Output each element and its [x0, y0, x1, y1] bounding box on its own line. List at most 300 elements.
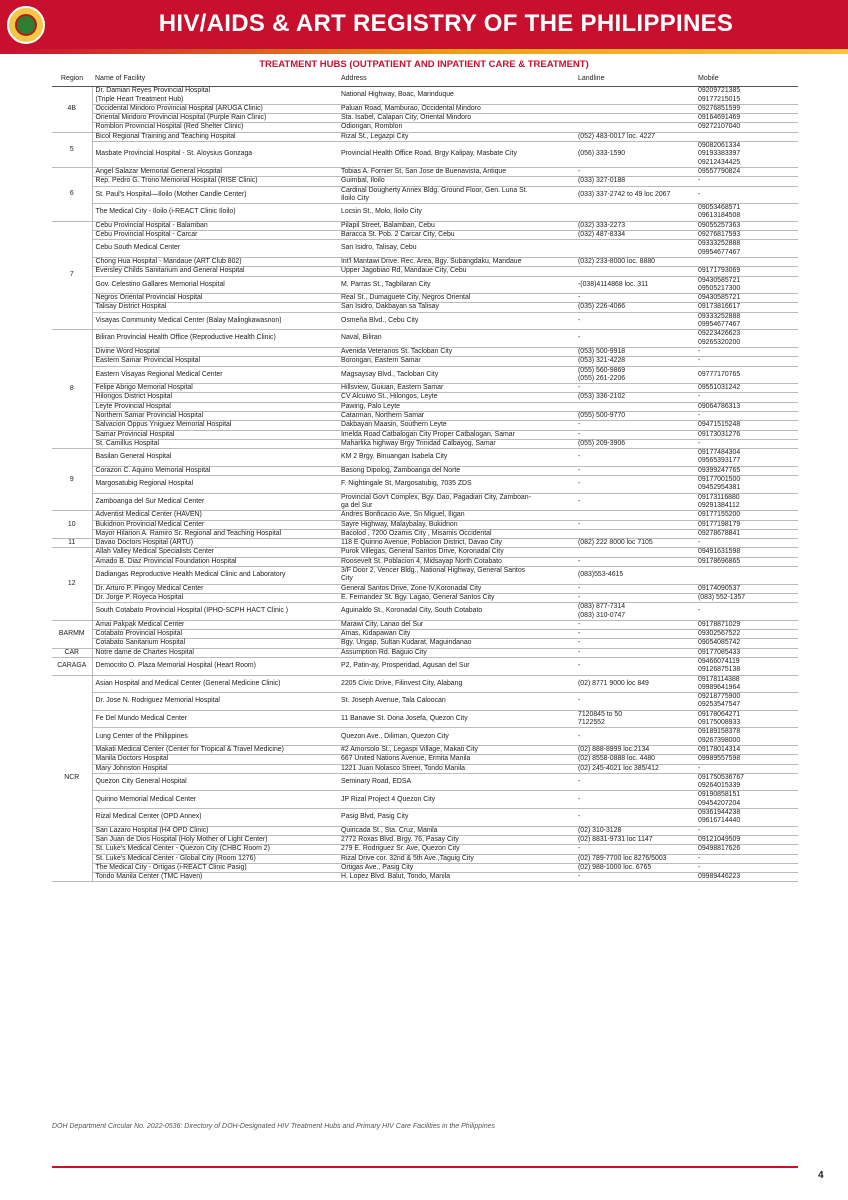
name-cell: St. Luke's Medical Center - Quezon City (CHBC Room 2) [92, 845, 338, 854]
address-cell: Basong Dipolog, Zamboanga del Norte [338, 466, 575, 475]
name-cell: Visayas Community Medical Center (Balay Malingkawasnon) [92, 312, 338, 330]
table-row [52, 276, 798, 294]
table-row [52, 826, 798, 835]
mobile-cell: - [695, 826, 798, 835]
header-stripe [0, 49, 848, 54]
table-row [52, 835, 798, 844]
mobile-cell: - [695, 393, 798, 402]
landline-cell: - [575, 557, 695, 566]
landline-cell [575, 267, 695, 276]
table-row [52, 231, 798, 240]
address-cell: Naval, Biliran [338, 330, 575, 348]
page-header [0, 0, 848, 52]
address-cell: General Santos Drive, Zone IV,Koronadal City [338, 584, 575, 593]
table-row [52, 204, 798, 222]
name-cell: Quirino Memorial Medical Center [92, 791, 338, 809]
landline-cell: (082) 222 8000 loc 7105 [575, 539, 695, 548]
table-row [52, 186, 798, 204]
mobile-cell: 09082061334 09193383397 09212434425 [695, 142, 798, 168]
address-cell: Amas, Kidapawan City [338, 630, 575, 639]
table-row [52, 620, 798, 629]
table-row [52, 347, 798, 356]
mobile-cell: 09178696865 [695, 557, 798, 566]
mobile-cell: 09171793069 [695, 267, 798, 276]
table-row [52, 675, 798, 693]
name-cell: Amado B. Diaz Provincial Foundation Hospital [92, 557, 338, 566]
mobile-cell: - [695, 603, 798, 621]
address-cell: 11 Banawe St. Dona Josefa, Quezon City [338, 710, 575, 728]
address-cell: Bacolod , 7200 Ozamis City , Misamis Occidental [338, 529, 575, 538]
region-cell: 12 [52, 548, 92, 620]
landline-cell: (033) 337-2742 to 49 loc 2067 [575, 186, 695, 204]
mobile-cell: - [695, 411, 798, 420]
mobile-cell: 09361944238 09616714440 [695, 809, 798, 827]
region-cell: 7 [52, 221, 92, 330]
landline-cell: - [575, 630, 695, 639]
name-cell: Cebu South Medical Center [92, 240, 338, 258]
landline-cell: - [575, 167, 695, 176]
table-row [52, 104, 798, 113]
landline-cell: (052) 483-0017 loc. 4227 [575, 132, 695, 141]
mobile-cell: 09471515248 [695, 421, 798, 430]
name-cell: Gov. Celestino Gallares Memorial Hospital [92, 276, 338, 294]
mobile-cell: 09189158378 09267398000 [695, 728, 798, 746]
address-cell: Assumption Rd. Baguio City [338, 648, 575, 657]
table-row [52, 548, 798, 557]
name-cell: Democrito O. Plaza Memorial Hospital (Heart Room) [92, 658, 338, 676]
address-cell: Pasig Blvd, Pasig City [338, 809, 575, 827]
name-cell: South Cotabato Provincial Hospital (IPHO-SCPH HACT Clinic ) [92, 603, 338, 621]
address-cell: Dakbayan Maasin, Southern Leyte [338, 421, 575, 430]
landline-cell: (02) 8831-9731 loc 1147 [575, 835, 695, 844]
landline-cell: (032) 333-2273 [575, 221, 695, 230]
mobile-cell: 09173031276 [695, 430, 798, 439]
landline-cell: (055) 500-9770 [575, 411, 695, 420]
name-cell: Bicol Regional Training and Teaching Hospital [92, 132, 338, 141]
table-row [52, 167, 798, 176]
mobile-cell: 09276817593 [695, 231, 798, 240]
landline-cell: - [575, 648, 695, 657]
name-cell: Rizal Medical Center (OPD Annex) [92, 809, 338, 827]
landline-cell [575, 402, 695, 411]
address-cell: Upper Jagobiao Rd, Mandaue City, Cebu [338, 267, 575, 276]
name-cell: Mayor Hilarion A. Ramiro Sr. Regional and Teaching Hospital [92, 529, 338, 538]
column-header-name: Name of Facility [92, 73, 338, 87]
address-cell: Cardinal Dougherty Annex Bldg. Ground Floor, Gen. Luna St. Iloilo City [338, 186, 575, 204]
mobile-cell: - [695, 177, 798, 186]
name-cell: St. Paul's Hospital—Iloilo (Mother Candle Center) [92, 186, 338, 204]
address-cell: Sayre Highway, Malaybalay, Bukidnon [338, 520, 575, 529]
region-cell: 5 [52, 132, 92, 167]
mobile-cell: 09557790824 [695, 167, 798, 176]
mobile-cell: 09173116880 09291384112 [695, 493, 798, 511]
table-row [52, 142, 798, 168]
page-number: 4 [818, 1170, 824, 1181]
table-row [52, 449, 798, 467]
name-cell: Dr. Jorge P. Royeca Hospital [92, 593, 338, 602]
landline-cell: (033) 327-0188 [575, 177, 695, 186]
table-row [52, 710, 798, 728]
name-cell: Adventist Medical Center (HAVEN) [92, 511, 338, 520]
mobile-cell: 09430585721 [695, 294, 798, 303]
landline-cell: - [575, 476, 695, 494]
table-row [52, 658, 798, 676]
table-row [52, 603, 798, 621]
table-row [52, 114, 798, 123]
address-cell: Borongan, Eastern Samar [338, 357, 575, 366]
table-row [52, 221, 798, 230]
mobile-cell: 09989446223 [695, 873, 798, 882]
table-row [52, 87, 798, 105]
bottom-rule [52, 1166, 798, 1168]
table-row [52, 366, 798, 384]
landline-cell: 7120845 to 50 7122552 [575, 710, 695, 728]
mobile-cell: (083) 552-1357 [695, 593, 798, 602]
name-cell: Amai Pakpak Medical Center [92, 620, 338, 629]
address-cell: Seminary Road, EDSA [338, 773, 575, 791]
mobile-cell: 09278678841 [695, 529, 798, 538]
mobile-cell: 09272107040 [695, 123, 798, 132]
section-title: TREATMENT HUBS (OUTPATIENT AND INPATIENT CARE & TREATMENT) [259, 59, 589, 70]
mobile-cell: 09430585721 09505217300 [695, 276, 798, 294]
mobile-cell [695, 132, 798, 141]
table-row [52, 357, 798, 366]
address-cell: Catarman, Northern Samar [338, 411, 575, 420]
landline-cell: (053) 500-9918 [575, 347, 695, 356]
landline-cell: - [575, 493, 695, 511]
landline-cell: (02) 245-4021 loc 385/412 [575, 764, 695, 773]
landline-cell: (032) 487-8334 [575, 231, 695, 240]
address-cell: Pawing, Palo Leyte [338, 402, 575, 411]
table-row [52, 493, 798, 511]
table-row [52, 257, 798, 266]
mobile-cell: 09333252888 09954677467 [695, 312, 798, 330]
table-row [52, 539, 798, 548]
mobile-cell: 09177198179 [695, 520, 798, 529]
address-cell: Quezon Ave., Diliman, Quezon City [338, 728, 575, 746]
name-cell: Salvacion Oppus Yniguez Memorial Hospital [92, 421, 338, 430]
landline-cell: - [575, 466, 695, 475]
mobile-cell: - [695, 439, 798, 448]
table-row [52, 402, 798, 411]
address-cell: Aguinaldo St., Koronadal City, South Cotabato [338, 603, 575, 621]
table-row [52, 312, 798, 330]
table-row [52, 584, 798, 593]
name-cell: Quezon City General Hospital [92, 773, 338, 791]
landline-cell: (02) 888-8999 loc.2134 [575, 745, 695, 754]
name-cell: Fe Del Mundo Medical Center [92, 710, 338, 728]
name-cell: Davao Doctors Hospital (ARTU) [92, 539, 338, 548]
landline-cell: (083)553-4615 [575, 567, 695, 585]
landline-cell: - [575, 384, 695, 393]
name-cell: Leyte Provincial Hospital [92, 402, 338, 411]
address-cell: Rizal Drive cor. 32nd & 5th Ave.,Taguig City [338, 854, 575, 863]
mobile-cell: 09333252888 09954677467 [695, 240, 798, 258]
address-cell: Rizal St., Legazpi City [338, 132, 575, 141]
region-cell: 9 [52, 449, 92, 511]
address-cell: St. Joseph Avenue, Tala Caloocan [338, 693, 575, 711]
name-cell: The Medical City - Ortigas (i-REACT Clinic Pasig) [92, 863, 338, 872]
mobile-cell: - [695, 764, 798, 773]
table-row [52, 267, 798, 276]
address-cell: M. Parras St., Tagbilaran City [338, 276, 575, 294]
region-cell: 8 [52, 330, 92, 449]
table-row [52, 476, 798, 494]
table-row [52, 511, 798, 520]
mobile-cell: 09055257363 [695, 221, 798, 230]
region-cell: 4B [52, 87, 92, 132]
landline-cell: - [575, 791, 695, 809]
name-cell: Talisay District Hospital [92, 303, 338, 312]
landline-cell: (02) 988-1000 loc. 6765 [575, 863, 695, 872]
landline-cell [575, 114, 695, 123]
name-cell: Allah Valley Medical Specialists Center [92, 548, 338, 557]
name-cell: Bukidnon Provincial Medical Center [92, 520, 338, 529]
table-row [52, 520, 798, 529]
address-cell: Maharlika highway Brgy Trinidad Calbayog, Samar [338, 439, 575, 448]
landline-cell: - [575, 449, 695, 467]
name-cell: Basilan General Hospital [92, 449, 338, 467]
mobile-cell: 09178064271 09175008933 [695, 710, 798, 728]
table-row [52, 863, 798, 872]
landline-cell: - [575, 520, 695, 529]
address-cell: Locsin St., Molo, Iloilo City [338, 204, 575, 222]
landline-cell: (083) 877-7314 (083) 310-0747 [575, 603, 695, 621]
landline-cell [575, 511, 695, 520]
name-cell: Dr. Damian Reyes Provincial Hospital (Triple Heart Treatment Hub) [92, 87, 338, 105]
table-row [52, 439, 798, 448]
table-row [52, 421, 798, 430]
table-row [52, 845, 798, 854]
mobile-cell: 09190858151 09454207204 [695, 791, 798, 809]
mobile-cell: 09218775900 09253547547 [695, 693, 798, 711]
address-cell: Purok Villegas, General Santos Drive, Koronadal City [338, 548, 575, 557]
region-cell: 11 [52, 539, 92, 548]
table-row [52, 593, 798, 602]
table-row [52, 303, 798, 312]
name-cell: Margosatubig Regional Hospital [92, 476, 338, 494]
address-cell: P2, Patin-ay, Prosperidad, Agusan del Sur [338, 658, 575, 676]
region-cell: 6 [52, 167, 92, 221]
address-cell: Osmeña Blvd., Cebu City [338, 312, 575, 330]
landline-cell: - [575, 421, 695, 430]
landline-cell: (055) 560-9869 (055) 261-2206 [575, 366, 695, 384]
address-cell: Imelda Road Catbalogan City Proper Catbalogan, Samar [338, 430, 575, 439]
name-cell: Cebu Provincial Hospital - Balamban [92, 221, 338, 230]
name-cell: St. Camillus Hospital [92, 439, 338, 448]
address-cell: #2 Amorsolo St., Legaspi Village, Makati City [338, 745, 575, 754]
address-cell: Provincial Health Office Road, Brgy Kalipay, Masbate City [338, 142, 575, 168]
mobile-cell: 09551031242 [695, 384, 798, 393]
mobile-cell: 09174090537 [695, 584, 798, 593]
address-cell: Pilapil Street, Balamban, Cebu [338, 221, 575, 230]
landline-cell: - [575, 593, 695, 602]
name-cell: Corazon C. Aquino Memorial Hospital [92, 466, 338, 475]
mobile-cell: 09177001500 09452954381 [695, 476, 798, 494]
address-cell: 2772 Roxas Blvd. Brgy. 76, Pasay City [338, 835, 575, 844]
mobile-cell: 09276851599 [695, 104, 798, 113]
name-cell: Eastern Samar Provincial Hospital [92, 357, 338, 366]
name-cell: Eastern Visayas Regional Medical Center [92, 366, 338, 384]
mobile-cell: - [695, 357, 798, 366]
table-row [52, 693, 798, 711]
mobile-cell: 09054085742 [695, 639, 798, 648]
address-cell: Provincial Gov't Complex, Bgy. Dao, Pagadian City, Zamboan- ga del Sur [338, 493, 575, 511]
column-header-region: Region [52, 73, 92, 87]
mobile-cell: 09164691469 [695, 114, 798, 123]
address-cell: F. Nightingale St, Margosatubig, 7035 ZDS [338, 476, 575, 494]
landline-cell: - [575, 809, 695, 827]
address-cell: Guimbal, Iloilo [338, 177, 575, 186]
table-body [52, 87, 798, 882]
region-cell: 10 [52, 511, 92, 539]
mobile-cell: 09053468571 09613184508 [695, 204, 798, 222]
name-cell: Chong Hua Hospital - Mandaue (ART Club 802) [92, 257, 338, 266]
mobile-cell: 09777170765 [695, 366, 798, 384]
mobile-cell: 09178014314 [695, 745, 798, 754]
address-cell: 118 E Quirino Avenue, Poblacion District, Davao City [338, 539, 575, 548]
mobile-cell: 09302567522 [695, 630, 798, 639]
table-row [52, 854, 798, 863]
address-cell: Real St., Dumaguete City, Negros Oriental [338, 294, 575, 303]
table-row [52, 330, 798, 348]
name-cell: Dr. Jose N. Rodriguez Memorial Hospital [92, 693, 338, 711]
name-cell: Romblon Provincial Hospital (Red Shelter Clinic) [92, 123, 338, 132]
table-row [52, 529, 798, 538]
landline-cell: - [575, 294, 695, 303]
mobile-cell: 091750536767 09264015339 [695, 773, 798, 791]
table-row [52, 639, 798, 648]
footnote: DOH Department Circular No. 2022-0536: Directory of DOH-Designated HIV Treatment Hubs and Primary HIV Care Facilities in the Philippines [52, 1123, 495, 1130]
table-row [52, 745, 798, 754]
mobile-cell: - [695, 863, 798, 872]
mobile-cell: 09121049509 [695, 835, 798, 844]
name-cell: Lung Center of the Philippines [92, 728, 338, 746]
landline-cell: (032) 233-8000 loc. 8880 [575, 257, 695, 266]
region-cell: CAR [52, 648, 92, 657]
landline-cell: - [575, 312, 695, 330]
mobile-cell: 09491631598 [695, 548, 798, 557]
name-cell: The Medical City - Iloilo (i-REACT Clinic Iloilo) [92, 204, 338, 222]
name-cell: Divine Word Hospital [92, 347, 338, 356]
address-cell: National Highway, Boac, Marinduque [338, 87, 575, 105]
table-row [52, 411, 798, 420]
address-cell: San Isidro, Dakbayan sa Talisay [338, 303, 575, 312]
address-cell: 667 United Nations Avenue, Ermita Manila [338, 755, 575, 764]
column-header-landline: Landline [575, 73, 695, 87]
table-row [52, 177, 798, 186]
mobile-cell: 09178114388 09989641964 [695, 675, 798, 693]
region-cell: CARAGA [52, 658, 92, 676]
table-row [52, 132, 798, 141]
name-cell: Biliran Provincial Health Office (Reproductive Health Clinic) [92, 330, 338, 348]
mobile-cell: 09178871029 [695, 620, 798, 629]
mobile-cell: 09064786313 [695, 402, 798, 411]
name-cell: Asian Hospital and Medical Center (General Medicine Clinic) [92, 675, 338, 693]
column-header-mobile: Mobile [695, 73, 798, 87]
landline-cell: - [575, 658, 695, 676]
table-row [52, 791, 798, 809]
address-cell: Baracca St. Pob. 2 Carcar City, Cebu [338, 231, 575, 240]
name-cell: St. Luke's Medical Center - Global City (Room 1276) [92, 854, 338, 863]
landline-cell [575, 123, 695, 132]
mobile-cell: 09498817626 [695, 845, 798, 854]
name-cell: Manila Doctors Hospital [92, 755, 338, 764]
landline-cell [575, 87, 695, 105]
mobile-cell: - [695, 854, 798, 863]
name-cell: Masbate Provincial Hospital - St. Aloysius Gonzaga [92, 142, 338, 168]
address-cell: Hillsview, Guiuan, Eastern Samar [338, 384, 575, 393]
table-row [52, 430, 798, 439]
name-cell: Zamboanga del Sur Medical Center [92, 493, 338, 511]
landline-cell [575, 104, 695, 113]
mobile-cell [695, 567, 798, 585]
address-cell: San Isidro, Talisay, Cebu [338, 240, 575, 258]
mobile-cell: 09399247765 [695, 466, 798, 475]
name-cell: Oriental Mindoro Provincial Hospital (Purple Rain Clinic) [92, 114, 338, 123]
landline-cell: (055) 209-3906 [575, 439, 695, 448]
name-cell: Makati Medical Center (Center for Tropical & Travel Medicine) [92, 745, 338, 754]
address-cell: Ortigas Ave., Pasig City [338, 863, 575, 872]
table-row [52, 873, 798, 882]
table-row [52, 557, 798, 566]
table-header-row [52, 73, 798, 87]
name-cell: Cebu Provincial Hospital - Carcar [92, 231, 338, 240]
table-row [52, 809, 798, 827]
name-cell: Angel Salazar Memorial General Hospital [92, 167, 338, 176]
address-cell: Bgy. Ungap, Sultan Kudarat, Maguindanao [338, 639, 575, 648]
address-cell: Quiricada St., Sta. Cruz, Manila [338, 826, 575, 835]
table-row [52, 393, 798, 402]
landline-cell: (02) 8771 9000 loc 849 [575, 675, 695, 693]
landline-cell: - [575, 620, 695, 629]
address-cell: H. Lopez Blvd. Balut, Tondo, Manila [338, 873, 575, 882]
name-cell: Northern Samar Provincial Hospital [92, 411, 338, 420]
address-cell: CV Alcuiwo St., Hilongos, Leyte [338, 393, 575, 402]
table-row [52, 567, 798, 585]
address-cell: Paluan Road, Mamburao, Occidental Mindoro [338, 104, 575, 113]
mobile-cell: 09223426623 09265320200 [695, 330, 798, 348]
landline-cell: - [575, 584, 695, 593]
address-cell: Magsaysay Blvd., Tacloban City [338, 366, 575, 384]
landline-cell: - [575, 639, 695, 648]
landline-cell: - [575, 845, 695, 854]
name-cell: Samar Provincial Hospital [92, 430, 338, 439]
name-cell: Eversley Childs Sanitarium and General Hospital [92, 267, 338, 276]
table-row [52, 466, 798, 475]
mobile-cell: - [695, 347, 798, 356]
address-cell: JP Rizal Project 4 Quezon City [338, 791, 575, 809]
name-cell: Dadiangas Reproductive Health Medical Clinic and Laboratory [92, 567, 338, 585]
landline-cell: (053) 321-4228 [575, 357, 695, 366]
address-cell: 279 E. Rodriguez Sr. Ave, Quezon City [338, 845, 575, 854]
mobile-cell: 09177484304 09565393177 [695, 449, 798, 467]
mobile-cell: 09177085433 [695, 648, 798, 657]
table-row [52, 240, 798, 258]
landline-cell: - [575, 693, 695, 711]
address-cell: Int'l Mantawi Drive. Rec. Area, Bgy. Subangdaku, Mandaue [338, 257, 575, 266]
name-cell: Mary Johnston Hospital [92, 764, 338, 773]
address-cell: E. Fernandez St. Bgy. Lagao, General Santos City [338, 593, 575, 602]
page-title: HIV/AIDS & ART REGISTRY OF THE PHILIPPINES [158, 10, 734, 37]
name-cell: Notre dame de Chartes Hospital [92, 648, 338, 657]
landline-cell: (02) 310-3128 [575, 826, 695, 835]
address-cell: 1221 Juan Nolasco Street, Tondo Manila [338, 764, 575, 773]
address-cell: 3/F Door 2, Vencer Bldg., National Highway, General Santos City [338, 567, 575, 585]
landline-cell: - [575, 773, 695, 791]
region-cell: NCR [52, 675, 92, 882]
address-cell: Marawi City, Lanao del Sur [338, 620, 575, 629]
